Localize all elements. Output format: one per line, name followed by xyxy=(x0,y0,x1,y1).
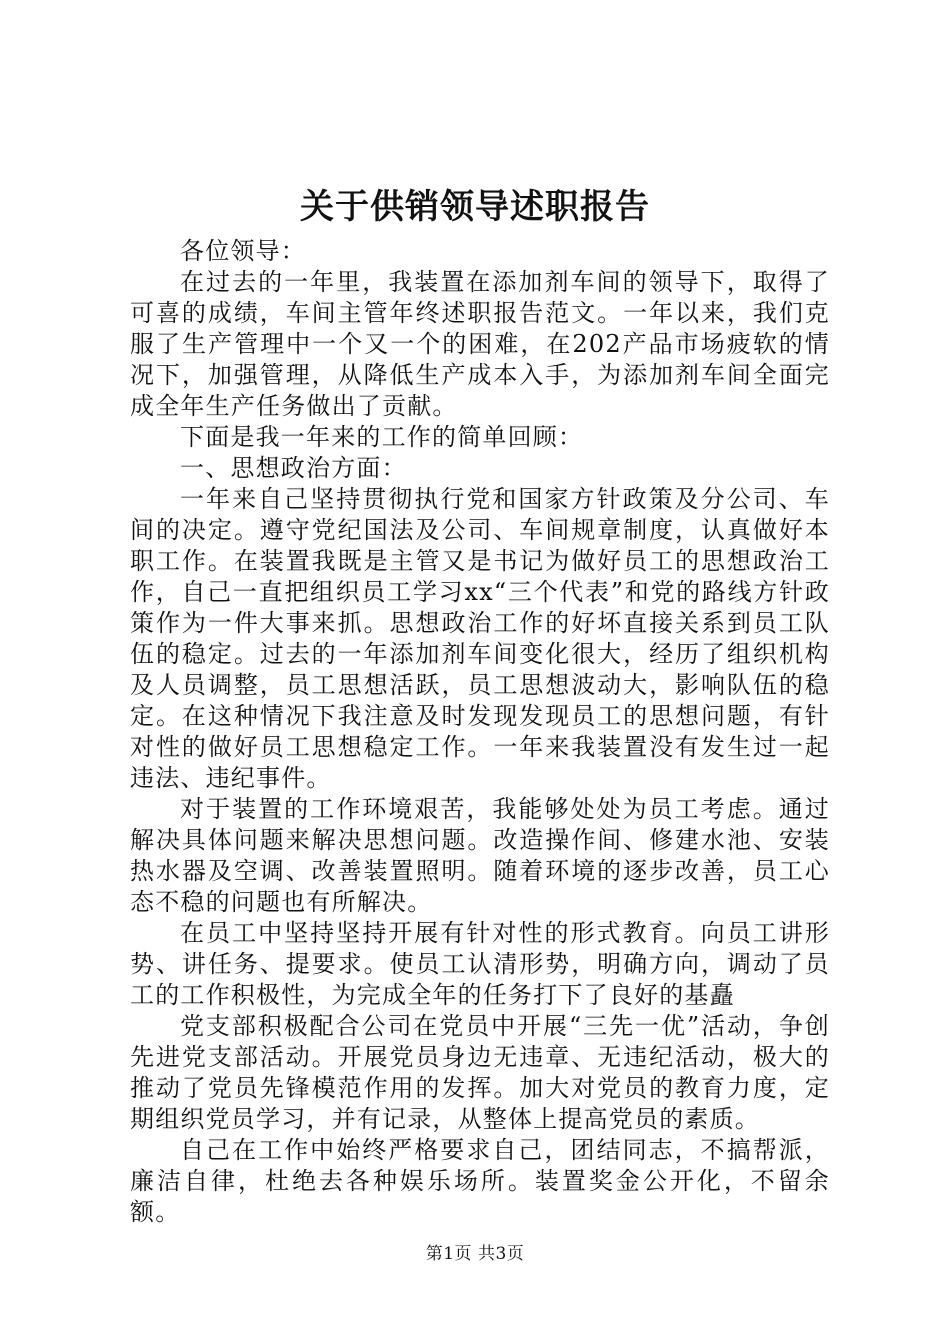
education-paragraph: 在员工中坚持坚持开展有针对性的形式教育。向员工讲形势、讲任务、提要求。使员工认清形势，明确方向，调动了员工的工作积极性，为完成全年的任务打下了良好的基矗 xyxy=(130,919,830,1009)
intro-paragraph: 在过去的一年里，我装置在添加剂车间的领导下，取得了可喜的成绩，车间主管年终述职报告范文。一年以来，我们克服了生产管理中一个又一个的困难，在202产品市场疲软的情况下，加强管理，从降低生产成本入手，为添加剂车间全面完成全年生产任务做出了贡献。 xyxy=(130,268,830,420)
section-heading-politics: 一、思想政治方面： xyxy=(180,454,407,482)
review-heading-paragraph: 下面是我一年来的工作的简单回顾： xyxy=(180,423,584,451)
salutation-paragraph: 各位领导： xyxy=(180,237,306,265)
self-discipline-paragraph: 自己在工作中始终严格要求自己，团结同志，不搞帮派，廉洁自律，杜绝去各种娱乐场所。装置奖金公开化，不留余额。 xyxy=(130,1136,830,1226)
party-branch-paragraph: 党支部积极配合公司在党员中开展“三先一优”活动，争创先进党支部活动。开展党员身边无违章、无违纪活动，极大的推动了党员先锋模范作用的发挥。加大对党员的教育力度，定期组织党员学习，并有记录，从整体上提高党员的素质。 xyxy=(130,1012,830,1133)
document-title: 关于供销领导述职报告 xyxy=(300,187,650,227)
page-number-footer: 第1页 共3页 xyxy=(425,1244,525,1264)
environment-paragraph: 对于装置的工作环境艰苦，我能够处处为员工考虑。通过解决具体问题来解决思想问题。改造操作间、修建水池、安装热水器及空调、改善装置照明。随着环境的逐步改善，员工心态不稳的问题也有所解决。 xyxy=(130,795,830,916)
document-body xyxy=(130,236,830,1228)
politics-paragraph: 一年来自己坚持贯彻执行党和国家方针政策及分公司、车间的决定。遵守党纪国法及公司、车间规章制度，认真做好本职工作。在装置我既是主管又是书记为做好员工的思想政治工作，自己一直把组织员工学习xx“三个代表”和党的路线方针政策作为一件大事来抓。思想政治工作的好坏直接关系到员工队伍的稳定。过去的一年添加剂车间变化很大，经历了组织机构及人员调整，员工思想活跃，员工思想波动大，影响队伍的稳定。在这种情况下我注意及时发现发现员工的思想问题，有针对性的做好员工思想稳定工作。一年来我装置没有发生过一起违法、违纪事件。 xyxy=(130,485,830,792)
